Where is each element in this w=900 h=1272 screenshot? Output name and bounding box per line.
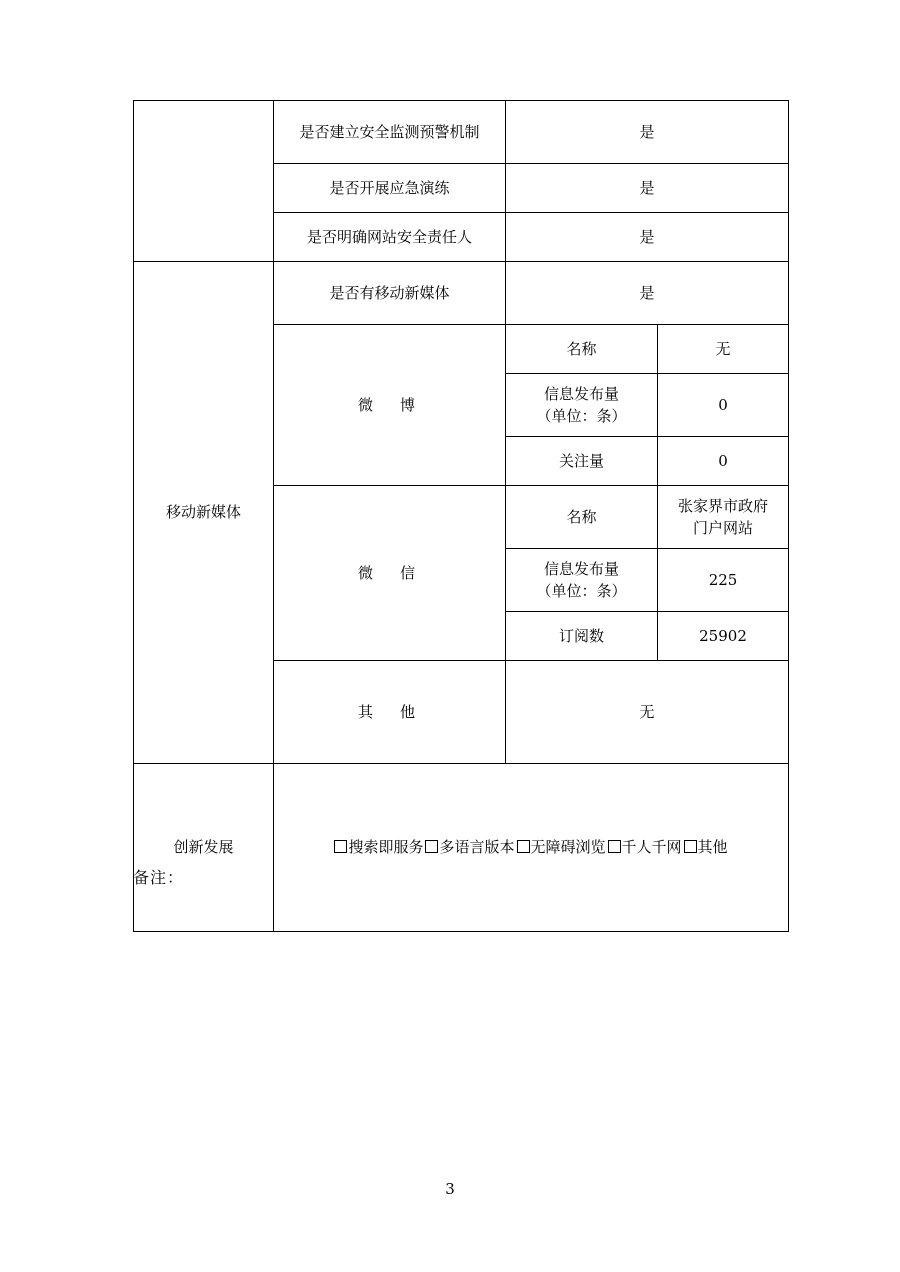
innovation-option-0-label: 搜索即服务 (348, 838, 424, 857)
security-section-label (134, 101, 274, 262)
weibo-posts-label (506, 374, 658, 437)
innovation-option-1-label: 多语言版本 (439, 838, 515, 857)
new-media-section-label: 移动新媒体 (134, 262, 274, 764)
weixin-name-label: 名称 (506, 486, 658, 549)
weibo-posts-label-line1: 信息发布量 (543, 384, 619, 403)
checkbox-search-as-service[interactable] (334, 840, 347, 853)
has-new-media-value: 是 (506, 262, 789, 325)
weixin-posts-value: 225 (658, 549, 789, 612)
security-row-2-value: 是 (506, 213, 789, 262)
checkbox-personalized-web[interactable] (608, 840, 621, 853)
weixin-name-value-line2: 门户网站 (693, 519, 754, 537)
checkbox-other[interactable] (684, 840, 697, 853)
innovation-option-4-label: 其他 (697, 838, 728, 857)
security-row-0-label: 是否建立安全监测预警机制 (274, 101, 506, 164)
weixin-posts-label (506, 549, 658, 612)
weibo-followers-value: 0 (658, 437, 789, 486)
checkbox-multi-language[interactable] (425, 840, 438, 853)
table-row (134, 262, 789, 325)
weibo-posts-label-line2: （单位：条） (536, 407, 627, 425)
security-row-1-value: 是 (506, 164, 789, 213)
weixin-subscribers-value: 25902 (658, 612, 789, 661)
weixin-label: 微 信 (274, 486, 506, 661)
checkbox-accessibility[interactable] (517, 840, 530, 853)
remark-label: 备注： (133, 868, 185, 887)
weixin-name-value (658, 486, 789, 549)
page-number: 3 (445, 1180, 455, 1198)
weixin-posts-label-line2: （单位：条） (536, 582, 627, 600)
weibo-name-label: 名称 (506, 325, 658, 374)
weibo-posts-value: 0 (658, 374, 789, 437)
table-row (134, 764, 789, 932)
security-row-2-label: 是否明确网站安全责任人 (274, 213, 506, 262)
innovation-checkbox-line (278, 836, 784, 859)
innovation-option-2-label: 无障碍浏览 (530, 838, 606, 857)
innovation-label: 创新发展 (134, 764, 274, 932)
has-new-media-label: 是否有移动新媒体 (274, 262, 506, 325)
weibo-followers-label: 关注量 (506, 437, 658, 486)
innovation-options-cell (274, 764, 789, 932)
security-row-0-value: 是 (506, 101, 789, 164)
weixin-subscribers-label: 订阅数 (506, 612, 658, 661)
weibo-name-value: 无 (658, 325, 789, 374)
weixin-posts-label-line1: 信息发布量 (543, 559, 619, 578)
table-row (134, 101, 789, 164)
security-row-1-label: 是否开展应急演练 (274, 164, 506, 213)
website-report-table (133, 100, 789, 932)
weixin-name-value-line1: 张家界市政府 (678, 496, 769, 515)
other-media-label: 其 他 (274, 661, 506, 764)
other-media-value: 无 (506, 661, 789, 764)
weibo-label: 微 博 (274, 325, 506, 486)
innovation-option-3-label: 千人千网 (621, 838, 682, 857)
